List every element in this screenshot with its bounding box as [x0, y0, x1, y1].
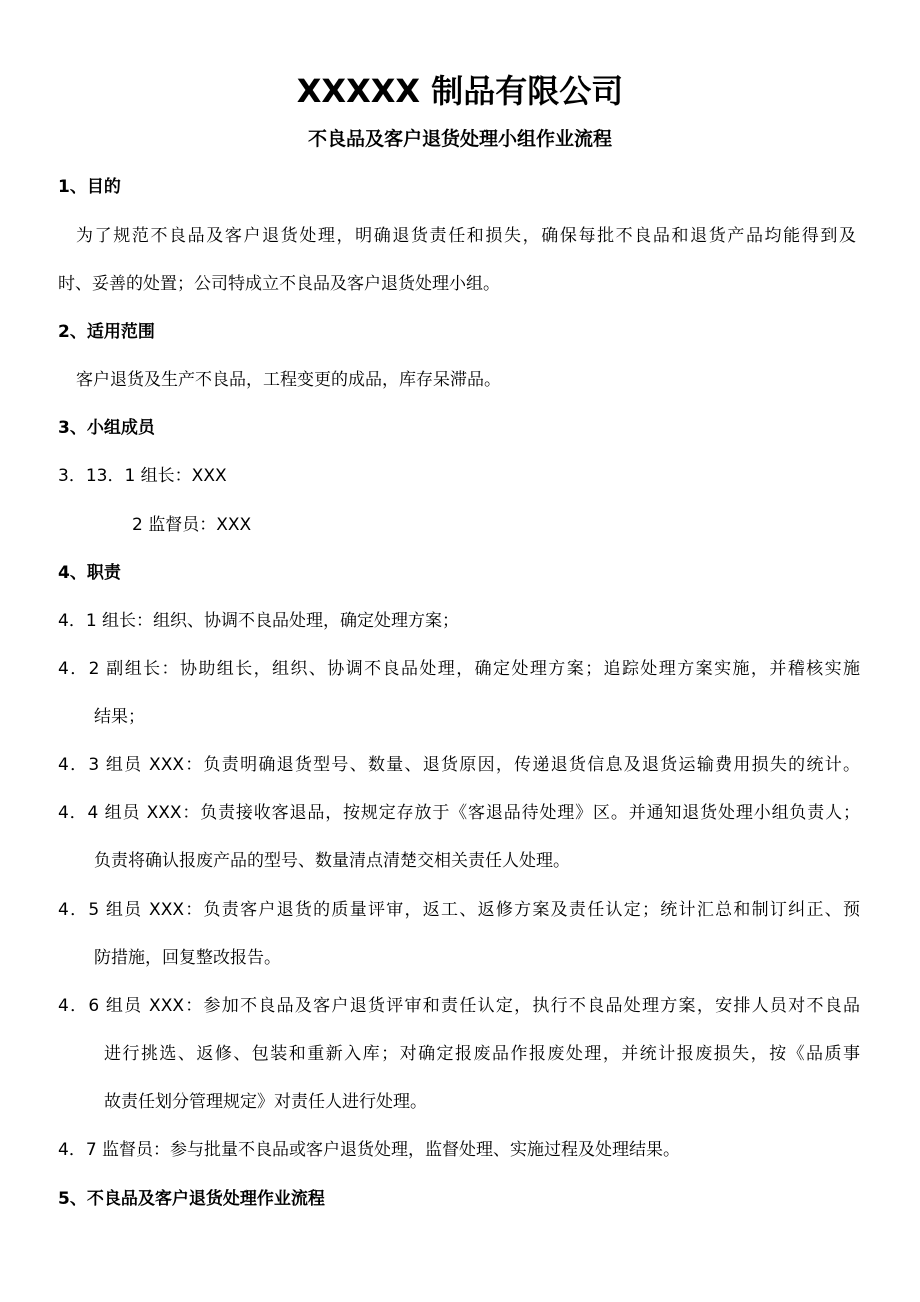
section-4-item-6-line-1: 4．6 组员 XXX：参加不良品及客户退货评审和责任认定，执行不良品处理方案，安排人员对不良品 [58, 996, 860, 1016]
company-title: XXXXX 制品有限公司 [296, 72, 624, 110]
section-4-item-2-line-2: 结果； [94, 707, 145, 727]
section-2-paragraph: 客户退货及生产不良品，工程变更的成品，库存呆滞品。 [76, 370, 501, 390]
section-2-heading: 2、适用范围 [58, 322, 155, 342]
section-3-item-1: 3．13．1 组长：XXX [58, 466, 227, 486]
section-4-item-4-line-1: 4．4 组员 XXX：负责接收客退品，按规定存放于《客退品待处理》区。并通知退货处理小组负责人； [58, 803, 860, 823]
section-1-paragraph-line-1: 为了规范不良品及客户退货处理，明确退货责任和损失，确保每批不良品和退货产品均能得到及 [76, 226, 856, 246]
section-4-item-5-line-2: 防措施，回复整改报告。 [94, 948, 281, 968]
section-4-item-2-line-1: 4．2 副组长：协助组长，组织、协调不良品处理，确定处理方案；追踪处理方案实施，并稽核实施 [58, 659, 860, 679]
section-5-heading: 5、不良品及客户退货处理作业流程 [58, 1189, 325, 1209]
section-4-item-6-line-3: 故责任划分管理规定》对责任人进行处理。 [104, 1092, 427, 1112]
section-4-item-6-line-2: 进行挑选、返修、包装和重新入库；对确定报废品作报废处理，并统计报废损失，按《品质事 [104, 1044, 860, 1064]
section-4-item-4-line-2: 负责将确认报废产品的型号、数量清点清楚交相关责任人处理。 [94, 851, 570, 871]
section-1-paragraph-line-2: 时、妥善的处置；公司特成立不良品及客户退货处理小组。 [58, 274, 500, 294]
section-1-heading: 1、目的 [58, 177, 121, 197]
section-4-heading: 4、职责 [58, 563, 121, 583]
document-subtitle: 不良品及客户退货处理小组作业流程 [307, 128, 612, 150]
section-4-item-5-line-1: 4．5 组员 XXX：负责客户退货的质量评审，返工、返修方案及责任认定；统计汇总和制订纠正、预 [58, 900, 860, 920]
section-4-item-7: 4．7 监督员：参与批量不良品或客户退货处理，监督处理、实施过程及处理结果。 [58, 1140, 681, 1160]
section-4-item-1: 4．1 组长：组织、协调不良品处理，确定处理方案； [58, 611, 460, 631]
section-3-heading: 3、小组成员 [58, 418, 155, 438]
section-3-item-2: 2 监督员：XXX [132, 515, 252, 535]
section-4-item-3: 4．3 组员 XXX：负责明确退货型号、数量、退货原因，传递退货信息及退货运输费用损失的统计。 [58, 755, 860, 775]
